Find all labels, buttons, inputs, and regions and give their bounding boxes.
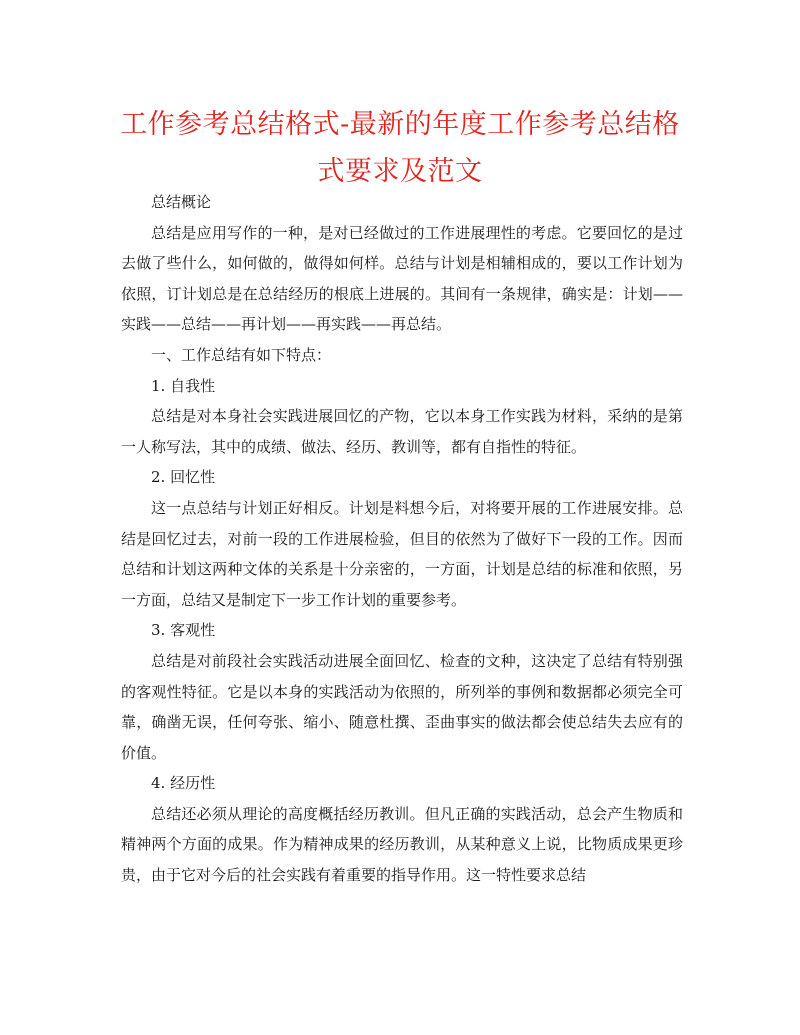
section-heading-overview: 总结概论	[151, 193, 212, 211]
body-paragraph: 总结还必须从理论的高度概括经历教训。但凡正确的实践活动，总会产生物质和精神两个方面的成果。作为精神成果的经历教训，从某种意义上说，比物质成果更珍贵，由于它对今后的社会实践有着重要的指导作用。这一特性要求总结	[121, 804, 683, 885]
subheading-self: 1. 自我性	[151, 376, 216, 395]
subheading-experience: 4. 经历性	[151, 774, 216, 793]
body-paragraph: 总结是对前段社会实践活动进展全面回忆、检查的文种，这决定了总结有特别强的客观性特征。它是以本身的实践活动为依照的，所列举的事例和数据都必须完全可靠，确凿无误，任何夸张、缩小、随意杜撰、歪曲事实的做法都会使总结失去应有的价值。	[121, 651, 683, 762]
body-paragraph: 总结是应用写作的一种，是对已经做过的工作进展理性的考虑。它要回忆的是过去做了些什么，如何做的，做得如何样。总结与计划是相辅相成的，要以工作计划为依照，订计划总是在总结经历的根底上进展的。其间有一条规律，确实是：计划——实践——总结——再计划——再实践——再总结。	[121, 223, 683, 334]
subheading-objectivity: 3. 客观性	[151, 621, 216, 640]
document-body	[121, 187, 683, 891]
subheading-recollection: 2. 回忆性	[151, 468, 216, 487]
document-title: 工作参考总结格式-最新的年度工作参考总结格式要求及范文	[120, 109, 680, 187]
body-paragraph: 总结是对本身社会实践进展回忆的产物，它以本身工作实践为材料，采纳的是第一人称写法，其中的成绩、做法、经历、教训等，都有自指性的特征。	[121, 407, 683, 456]
section-heading-features: 一、工作总结有如下特点：	[151, 345, 332, 364]
body-paragraph: 这一点总结与计划正好相反。计划是料想今后，对将要开展的工作进展安排。总结是回忆过去，对前一段的工作进展检验，但目的依然为了做好下一段的工作。因而总结和计划这两种文体的关系是十分亲密的，一方面，计划是总结的标准和依照，另一方面，总结又是制定下一步工作计划的重要参考。	[121, 498, 683, 609]
